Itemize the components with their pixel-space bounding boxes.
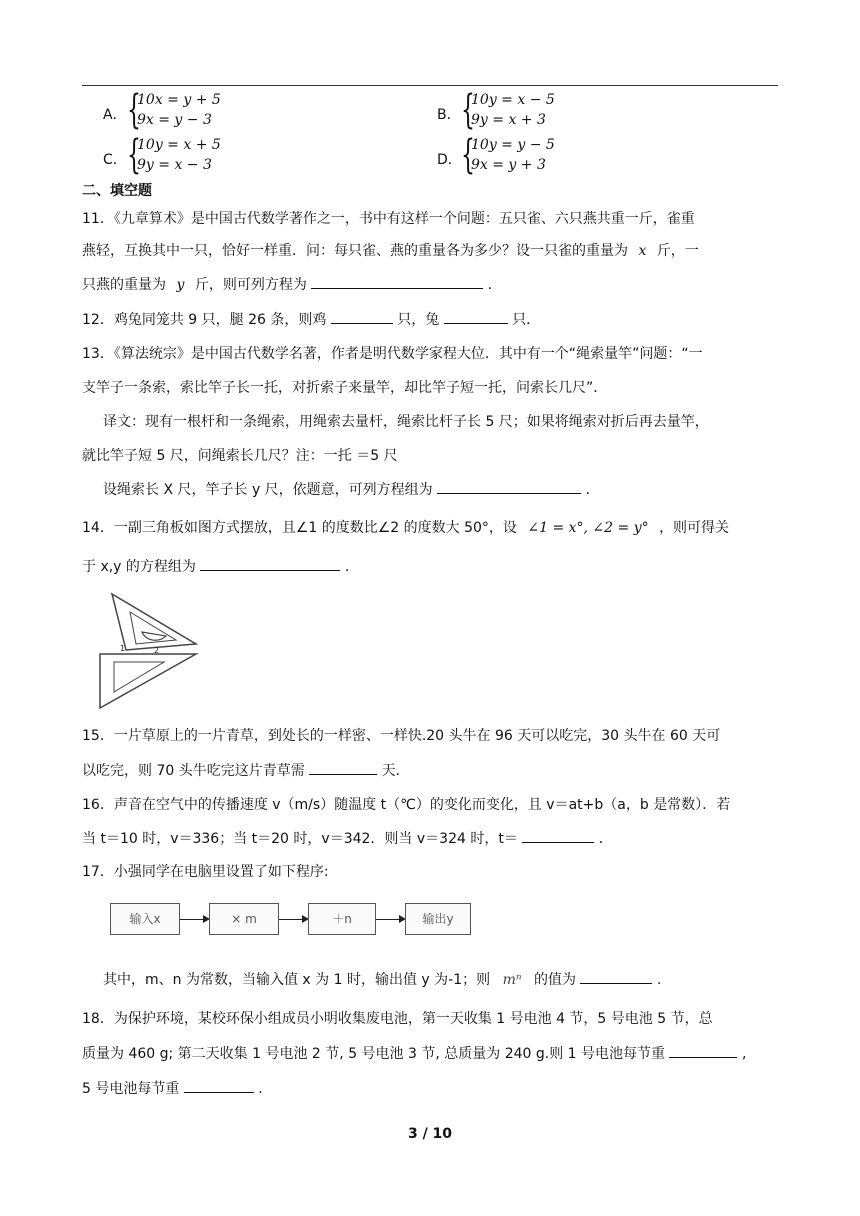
- page-number: 3 / 10: [407, 1126, 453, 1142]
- brace-icon: {: [461, 132, 475, 178]
- flow-multiply-box: × m: [209, 903, 279, 935]
- q14-formula: ∠1 = x°, ∠2 = y°: [527, 520, 649, 536]
- q18-text: .: [258, 1081, 263, 1097]
- brace-icon: {: [127, 132, 141, 178]
- q18-line3: [82, 1078, 263, 1098]
- flow-output-box: 输出y: [405, 903, 471, 935]
- q17-text: .: [656, 972, 662, 988]
- q13-line2: 支竿子一条索，索比竿子长一托，对折索子来量竿，却比竿子短一托，问索长几尺”．: [82, 380, 608, 396]
- answer-blank[interactable]: [331, 309, 393, 324]
- answer-blank[interactable]: [522, 828, 594, 843]
- flow-add-box: ＋n: [308, 903, 376, 935]
- option-d-eq2: 9x = y + 3: [471, 157, 546, 173]
- q11-text: ．: [487, 277, 502, 293]
- answer-blank[interactable]: [309, 760, 377, 775]
- set-squares-figure: [96, 590, 206, 710]
- section-title: 二、填空题: [82, 183, 152, 199]
- flow-input-box: 输入x: [110, 903, 180, 935]
- q14-line2: [82, 556, 349, 576]
- q12-text: 只．: [512, 312, 541, 328]
- q12-text: 只，兔: [397, 312, 440, 328]
- option-a-eq2: 9x = y − 3: [137, 112, 212, 128]
- q13-text: 设绳索长 X 尺，竿子长 y 尺，依题意，可列方程组为: [103, 482, 433, 498]
- option-b: [437, 87, 737, 133]
- q14-text: .: [344, 559, 350, 575]
- var-x: x: [638, 243, 647, 259]
- q18-text: 5 号电池每节重: [82, 1081, 180, 1097]
- var-y: y: [176, 277, 185, 293]
- q11-line2: [82, 240, 699, 260]
- q14-text: 14．一副三角板如图方式摆放，且∠1 的度数比∠2 的度数大 50°，设: [82, 520, 517, 536]
- q11-text: 只燕的重量为: [82, 277, 166, 293]
- answer-blank[interactable]: [311, 274, 483, 289]
- option-a-label: A．: [103, 107, 127, 123]
- header-rule: [82, 85, 778, 86]
- q13-line4: 就比竿子短 5 尺，问绳索长几尺？注：一托 ＝5 尺: [82, 448, 398, 464]
- q18-line1: 18．为保护环境，某校环保小组成员小明收集废电池，第一天收集 1 号电池 4 节，5 号电池 5 节，总: [82, 1011, 713, 1027]
- q15-line1: 15．一片草原上的一片青草，到处长的一样密、一样快.20 头牛在 96 天可以吃完，30 头牛在 60 天可: [82, 728, 721, 744]
- upper-triangle: [112, 594, 196, 650]
- q11-text: 斤，一: [656, 243, 699, 259]
- option-b-label: B．: [437, 107, 461, 123]
- q11-text: 燕轻，互换其中一只，恰好一样重．问：每只雀、燕的重量各为多少？设一只雀的重量为: [82, 243, 628, 259]
- option-d-label: D．: [437, 152, 462, 168]
- q17-text: 的值为: [533, 972, 576, 988]
- answer-blank[interactable]: [437, 479, 581, 494]
- q18-text: 质量为 460 g; 第二天收集 1 号电池 2 节, 5 号电池 3 节, 总质量为 240 g.则 1 号电池每节重: [82, 1046, 666, 1062]
- answer-blank[interactable]: [669, 1043, 737, 1058]
- q16-text: ．: [598, 831, 613, 847]
- brace-icon: {: [461, 87, 475, 133]
- q16-line1: 16．声音在空气中的传播速度 v（m/s）随温度 t（℃）的变化而变化，且 v＝at+b（a，b 是常数）．若: [82, 797, 731, 813]
- option-c-eq2: 9y = x − 3: [137, 157, 212, 173]
- angle-1-label: 1: [120, 644, 126, 653]
- q18-text: ,: [741, 1046, 747, 1062]
- arrow-right-icon: [376, 919, 404, 920]
- q15-text: 天.: [381, 763, 401, 779]
- option-b-eq1: 10y = x − 5: [471, 92, 555, 108]
- q13-line3: 译文：现有一根杆和一条绳索，用绳索去量杆，绳索比杆子长 5 尺；如果将绳索对折后再去量竿，: [103, 414, 709, 430]
- option-d: [437, 132, 737, 178]
- answer-blank[interactable]: [184, 1078, 254, 1093]
- arrow-right-icon: [279, 919, 307, 920]
- q16-line2: [82, 828, 613, 848]
- q16-text: 当 t＝10 时，v＝336；当 t＝20 时，v＝342．则当 v＝324 时，t＝: [82, 831, 518, 847]
- answer-blank[interactable]: [580, 969, 652, 984]
- q15-line2: [82, 760, 400, 780]
- q13-text: ．: [585, 482, 600, 498]
- option-c-eq1: 10y = x + 5: [137, 137, 221, 153]
- angle-2-label: 2: [154, 646, 160, 655]
- q13-line1: 13．《算法统宗》是中国古代数学名著，作者是明代数学家程大位．其中有一个“绳索量竿”问题：“一: [82, 346, 703, 362]
- brace-icon: {: [127, 87, 141, 133]
- answer-blank[interactable]: [444, 309, 508, 324]
- q17-text: 其中，m、n 为常数，当输入值 x 为 1 时，输出值 y 为-1；则: [103, 972, 491, 988]
- q11-line1: 11．《九章算术》是中国古代数学著作之一，书中有这样一个问题：五只雀、六只燕共重一斤，雀重: [82, 211, 695, 227]
- q12: [82, 309, 540, 329]
- q14-text: 于 x,y 的方程组为: [82, 559, 196, 575]
- q17-power: mⁿ: [502, 972, 522, 988]
- q18-line2: [82, 1043, 746, 1063]
- arrow-right-icon: [180, 919, 208, 920]
- option-d-eq1: 10y = y − 5: [471, 137, 555, 153]
- option-c: [103, 132, 403, 178]
- option-a: [103, 87, 403, 133]
- q11-text: 斤，则可列方程为: [194, 277, 307, 293]
- option-b-eq2: 9y = x + 3: [471, 112, 546, 128]
- q17-line1: 17．小强同学在电脑里设置了如下程序:: [82, 864, 329, 880]
- q13-line5: [103, 479, 600, 499]
- q12-text: 12．鸡兔同笼共 9 只，腿 26 条，则鸡: [82, 312, 327, 328]
- q14-line1: [82, 517, 729, 537]
- q17-line2: [103, 969, 661, 989]
- q14-text: ，则可得关: [659, 520, 730, 536]
- option-a-eq1: 10x = y + 5: [137, 92, 221, 108]
- option-c-label: C．: [103, 152, 127, 168]
- answer-blank[interactable]: [200, 556, 340, 571]
- q15-text: 以吃完，则 70 头牛吃完这片青草需: [82, 763, 305, 779]
- q11-line3: [82, 274, 502, 294]
